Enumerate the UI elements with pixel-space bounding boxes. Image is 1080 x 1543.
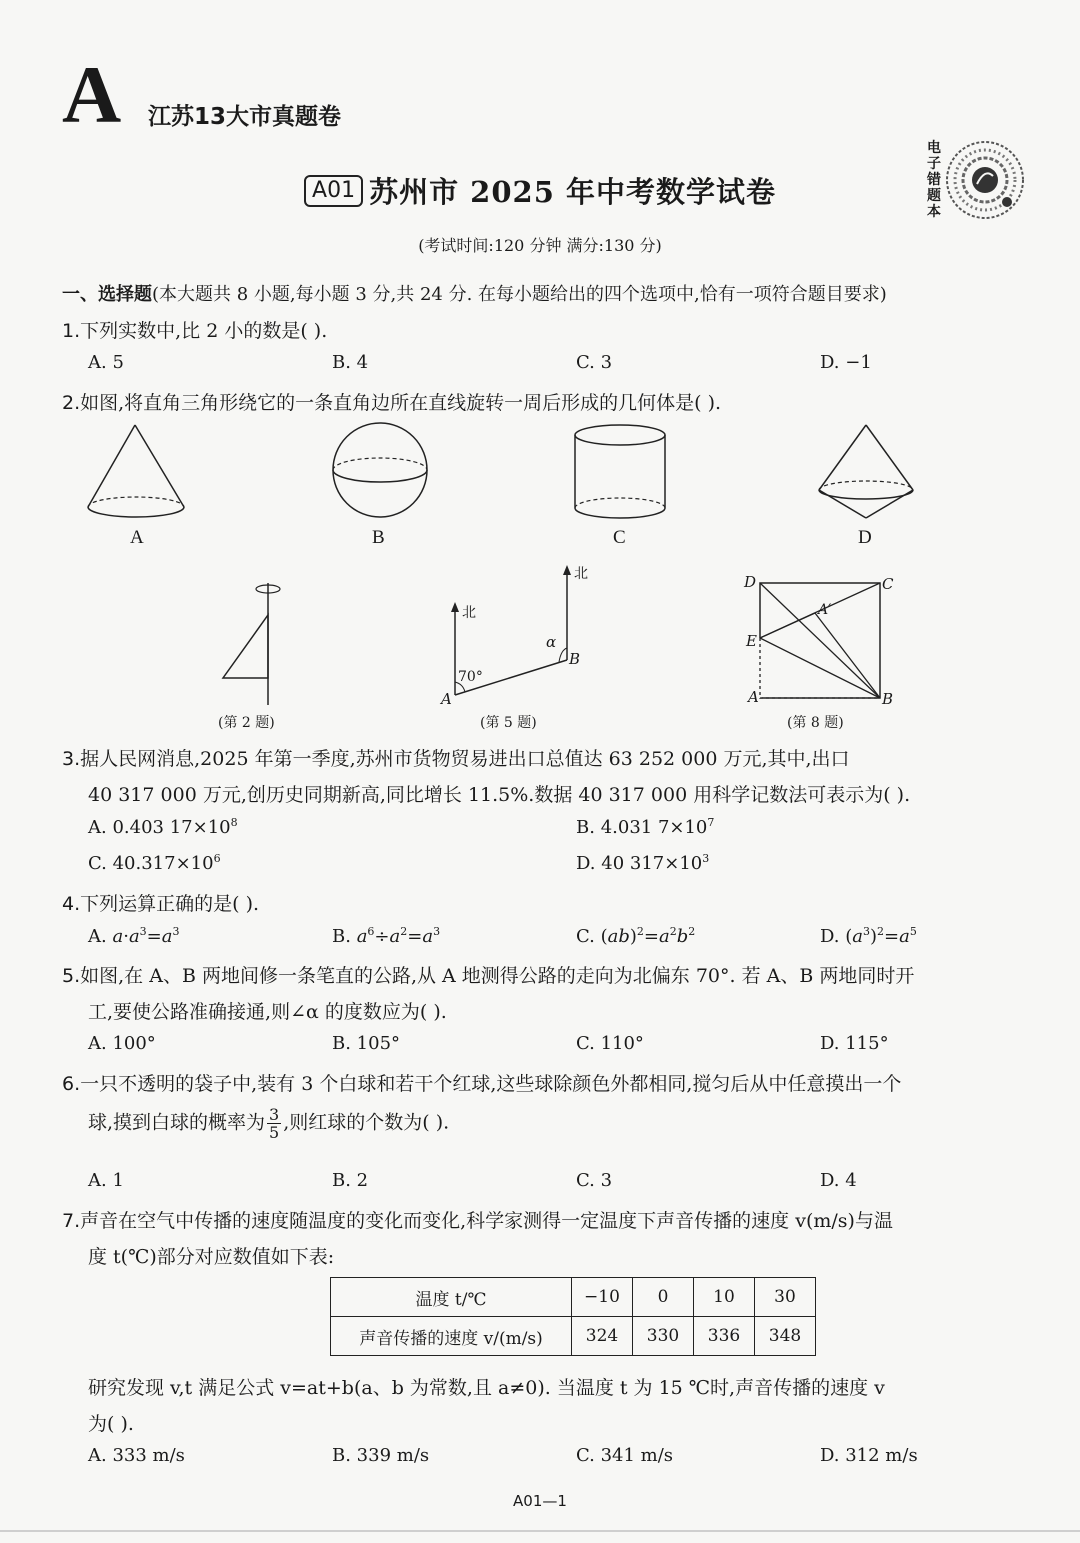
option-c: C. $40.317\times 10^6$ (88, 852, 221, 874)
page-number: A01—1 (513, 1492, 567, 1510)
option-d: D. −1 (820, 352, 872, 373)
fig8-point-a: A (748, 688, 759, 706)
question-1 (62, 316, 327, 343)
double-cone-figure (812, 420, 922, 525)
table-cell: 348 (755, 1317, 816, 1356)
table-cell: 10 (694, 1278, 755, 1317)
table-cell: 324 (572, 1317, 633, 1356)
table-cell: 温度 t/℃ (331, 1278, 572, 1317)
series-title: 江苏13大市真题卷 (148, 104, 342, 130)
fig5-point-b: B (569, 650, 581, 668)
question-6-line-2: 球,摸到白球的概率为 $\frac{3}{5}$ ,则红球的个数为( ). (88, 1105, 450, 1142)
table-cell: 330 (633, 1317, 694, 1356)
question-text: 据人民网消息,2025 年第一季度,苏州市货物贸易进出口总值达 63 252 000 万元,其中,出口 (80, 748, 850, 770)
fig8-point-a1: A′ (818, 602, 832, 618)
sphere-figure (325, 420, 435, 525)
question-7-line-3: 研究发现 v,t 满足公式 v=at+b(a、b 为常数,且 a≠0). 当温度 t 为 15 ℃时,声音传播的速度 v (88, 1377, 885, 1399)
question-7-line-4: 为( ). (88, 1413, 134, 1435)
question-text: 如图,在 A、B 两地间修一条笔直的公路,从 A 地测得公路的走向为北偏东 70°. 若 A、B 两地同时开 (80, 965, 915, 987)
fig8-point-b: B (882, 690, 894, 708)
question-5 (62, 961, 914, 988)
table-cell: 336 (694, 1317, 755, 1356)
question-number: 3. (62, 748, 81, 770)
option-d: D. 4 (820, 1170, 857, 1191)
option-a: A. $a\cdot a^3=a^3$ (88, 925, 180, 947)
option-c: C. 3 (576, 352, 613, 373)
fig8-caption: (第 8 题) (787, 715, 844, 731)
table-cell: −10 (572, 1278, 633, 1317)
question-number: 4. (62, 893, 81, 915)
fig5-caption: (第 5 题) (480, 715, 537, 731)
probability-fraction: $\frac{3}{5}$ (269, 1105, 280, 1142)
question-2 (62, 388, 721, 415)
option-a: A. 0.403 $17\times 10^8$ (88, 816, 238, 838)
option-d: D. 115° (820, 1033, 889, 1054)
question-7-line-2: 度 t(℃)部分对应数值如下表: (88, 1246, 335, 1268)
question-5-line-2: 工,要使公路准确接通,则∠α 的度数应为( ). (88, 1001, 447, 1023)
option-a: A. 5 (88, 352, 124, 373)
question-number: 5. (62, 965, 81, 987)
option-b: B. 105° (332, 1033, 401, 1054)
option-d: D. 312 m/s (820, 1445, 918, 1466)
shape-label-d: D (858, 527, 872, 548)
question-number: 6. (62, 1073, 81, 1095)
question-text: 下列运算正确的是( ). (80, 893, 260, 915)
cone-figure (80, 420, 195, 525)
question-text: 如图,将直角三角形绕它的一条直角边所在直线旋转一周后形成的几何体是( ). (80, 392, 722, 414)
title-row (0, 170, 1080, 211)
option-c: C. $(ab)^2=a^2b^2$ (576, 925, 696, 947)
table-row (331, 1278, 816, 1317)
option-b: B. 339 m/s (332, 1445, 430, 1466)
question-4 (62, 889, 259, 916)
fig5-north-b: 北 (574, 566, 588, 582)
question-3-line-2: 40 317 000 万元,创历史同期新高,同比增长 11.5%.数据 40 317 000 用科学记数法可表示为( ). (88, 784, 911, 806)
table-row (331, 1317, 816, 1356)
option-c: C. 110° (576, 1033, 644, 1054)
question-text: 下列实数中,比 2 小的数是( ). (80, 320, 328, 342)
shape-label-c: C (613, 527, 626, 548)
paper-title: 苏州市 2025 年中考数学试卷 (369, 175, 776, 209)
cylinder-figure (568, 420, 673, 525)
shape-label-b: B (372, 527, 385, 548)
option-b: B. $a^6\div a^2=a^3$ (332, 925, 441, 947)
option-d: D. $(a^3)^2=a^5$ (820, 925, 917, 947)
question-text: 声音在空气中传播的速度随温度的变化而变化,科学家测得一定温度下声音传播的速度 v(m/s)与温 (80, 1210, 893, 1232)
question-6 (62, 1069, 901, 1096)
fig8-square (755, 578, 885, 708)
question-7 (62, 1206, 893, 1233)
table-cell: 30 (755, 1278, 816, 1317)
option-a: A. 1 (88, 1170, 124, 1191)
exam-info: (考试时间:120 分钟 满分:130 分) (418, 236, 662, 255)
fig5-angle-70: 70° (458, 669, 483, 685)
option-b: B. 4.031 $7\times 10^7$ (576, 816, 715, 838)
section-label: 一、选择题 (62, 284, 152, 305)
option-c: C. 3 (576, 1170, 613, 1191)
fig8-point-c: C (882, 575, 894, 593)
question-number: 7. (62, 1210, 81, 1232)
fig2-triangle (215, 575, 295, 710)
option-a: A. 333 m/s (88, 1445, 185, 1466)
question-3 (62, 744, 850, 771)
section-heading (62, 280, 887, 306)
option-d: D. 40 $317\times 10^3$ (576, 852, 710, 874)
fig8-point-e: E (746, 632, 757, 650)
question-text: 一只不透明的袋子中,装有 3 个白球和若干个红球,这些球除颜色外都相同,搅匀后从中任意摸出一个 (80, 1073, 902, 1095)
table-cell: 声音传播的速度 v/(m/s) (331, 1317, 572, 1356)
series-letter: A (62, 49, 122, 140)
question-number: 1. (62, 320, 81, 342)
qr-label: 电子错题本 (927, 140, 941, 220)
option-a: A. 100° (88, 1033, 156, 1054)
option-c: C. 341 m/s (576, 1445, 674, 1466)
paper-code: A01 (304, 175, 363, 207)
fig2-caption: (第 2 题) (218, 715, 275, 731)
option-b: B. 4 (332, 352, 369, 373)
table-cell: 0 (633, 1278, 694, 1317)
section-desc: (本大题共 8 小题,每小题 3 分,共 24 分. 在每小题给出的四个选项中,恰有一项符合题目要求) (152, 284, 887, 305)
fig5-north-a: 北 (462, 605, 476, 621)
fig5-point-a: A (441, 690, 452, 708)
speed-table (330, 1277, 816, 1356)
fig8-point-d: D (744, 573, 757, 591)
fig5-alpha: α (546, 633, 557, 651)
question-number: 2. (62, 392, 81, 414)
option-b: B. 2 (332, 1170, 369, 1191)
page-edge-divider (0, 1530, 1080, 1532)
shape-label-a: A (130, 527, 144, 548)
